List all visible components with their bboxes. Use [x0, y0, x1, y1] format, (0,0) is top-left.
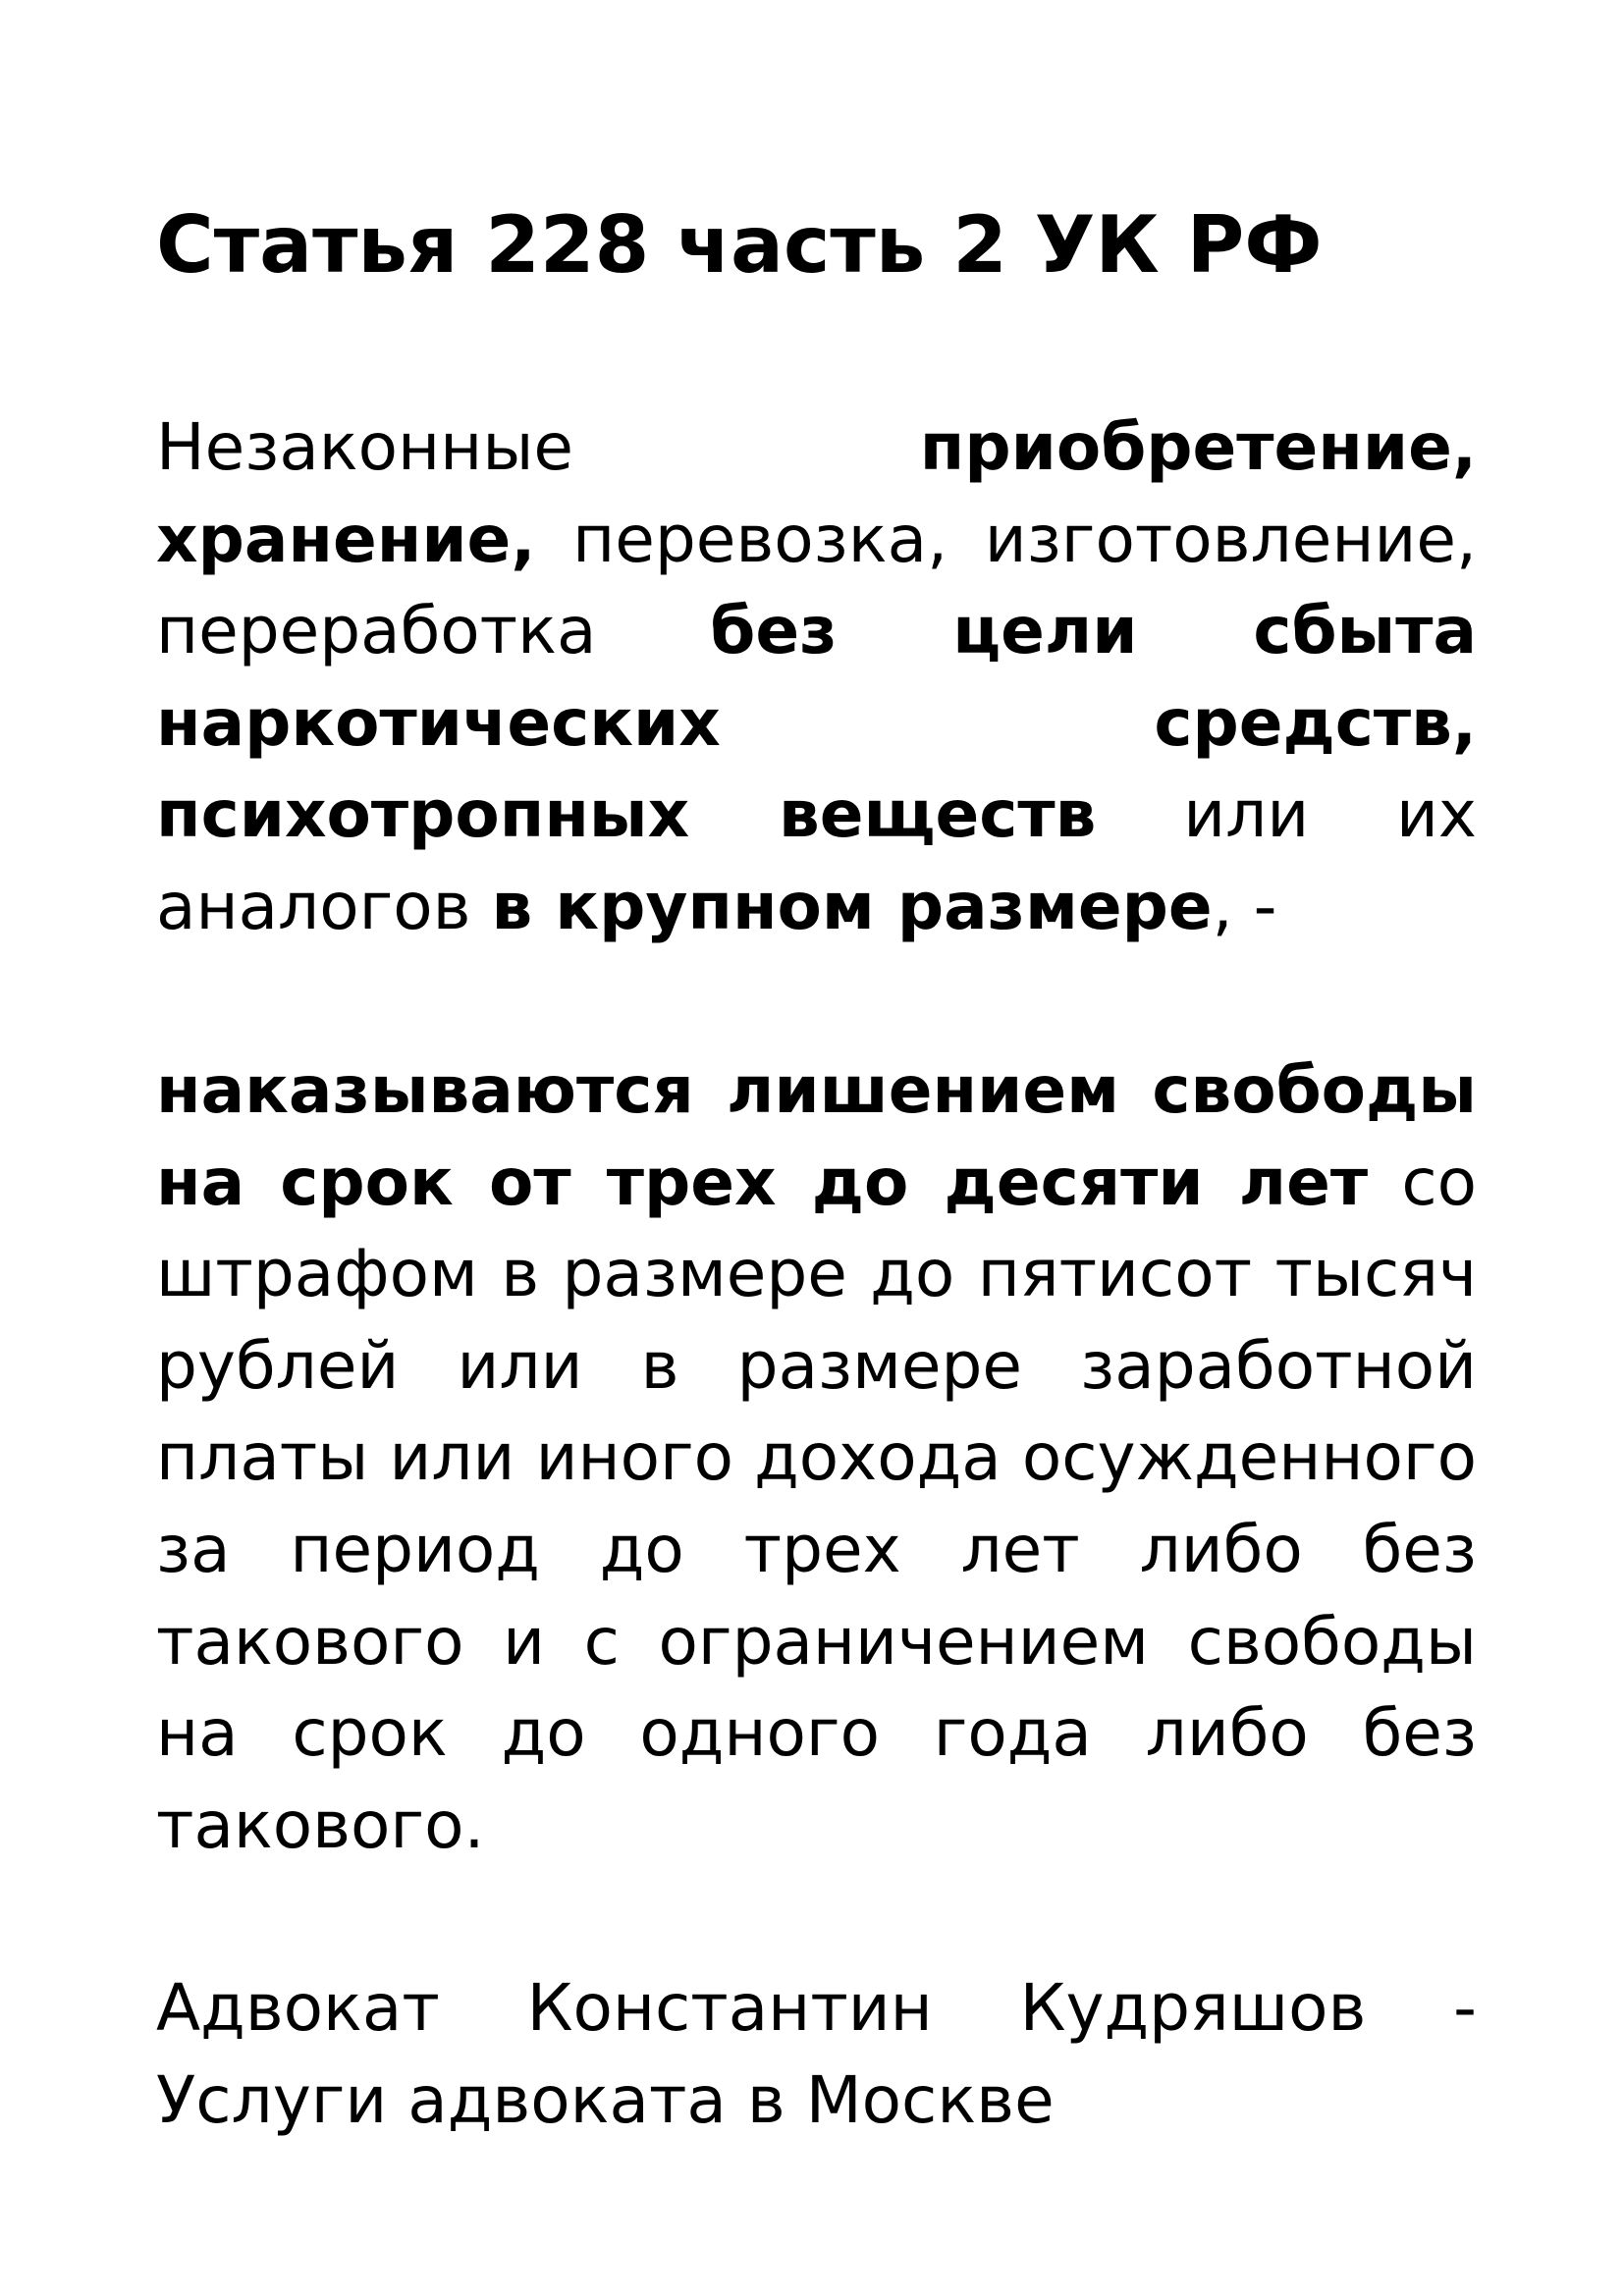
disposition-bold-2: без цели сбыта наркотических средств, психотропных веществ [156, 593, 1477, 853]
article-sanction-paragraph [156, 1044, 1477, 1871]
disposition-bold-1: приобретение, хранение, [156, 409, 1477, 577]
disposition-text-4: , - [1212, 868, 1277, 944]
page-title: Статья 228 часть 2 УК РФ [156, 199, 1323, 291]
sanction-bold-1: наказываются лишением свободы на срок от трех до десяти лет [156, 1052, 1477, 1220]
sanction-text-1: со штрафом в размере до пятисот тысяч рублей или в размере заработной платы или иного дохода осужденного за период до трех лет либо без такового и с ограничением свободы на срок до одного года либо без такового. [156, 1144, 1477, 1863]
disposition-text-2: перевозка, изготовление, переработка [156, 501, 1477, 669]
disposition-text-1: Незаконные [156, 409, 920, 485]
article-disposition-paragraph [156, 401, 1477, 953]
disposition-text-3: или их аналогов [156, 776, 1477, 944]
disposition-bold-3: в крупном размере [491, 868, 1213, 944]
footer-attribution: Адвокат Константин Кудряшов - Услуги адвоката в Москве [156, 1970, 1477, 2138]
